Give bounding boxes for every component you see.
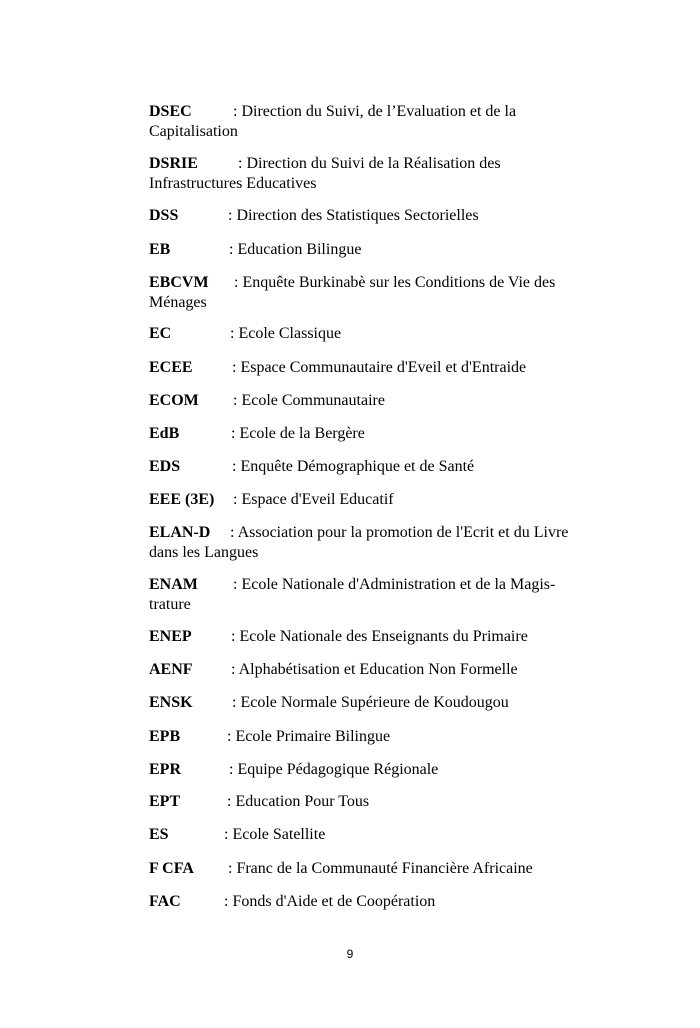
- glossary-entry-ensk: [149, 693, 589, 713]
- definition: : Espace d'Eveil Educatif: [233, 491, 394, 508]
- definition: : Fonds d'Aide et de Coopération: [224, 893, 436, 910]
- definition: : Enquête Burkinabè sur les Conditions de Vie des: [234, 274, 556, 291]
- abbreviation: DSEC: [149, 103, 192, 120]
- glossary-entry-ecee: [149, 358, 589, 378]
- glossary-entry-dsec: [149, 102, 589, 142]
- glossary-entry-ept: [149, 792, 589, 812]
- abbreviation: ENSK: [149, 694, 193, 711]
- abbreviation: DSRIE: [149, 155, 198, 172]
- glossary-entry-dsrie: [149, 154, 589, 194]
- definition-continuation: Capitalisation: [149, 123, 238, 140]
- definition-continuation: trature: [149, 596, 191, 613]
- definition: : Ecole Classique: [230, 325, 342, 342]
- glossary-entry-eb: [149, 240, 589, 260]
- definition-continuation: dans les Langues: [149, 544, 259, 561]
- definition: : Direction du Suivi, de l’Evaluation et de la: [233, 103, 517, 120]
- definition: : Franc de la Communauté Financière Africaine: [228, 860, 533, 877]
- definition-continuation: Ménages: [149, 294, 207, 311]
- definition: : Ecole Communautaire: [233, 392, 385, 409]
- glossary-entry-f-cfa: [149, 859, 589, 879]
- page-number: 9: [346, 947, 354, 961]
- definition: : Ecole Nationale d'Administration et de la Magis-: [233, 576, 556, 593]
- abbreviation: EPT: [149, 793, 181, 810]
- definition: : Association pour la promotion de l'Ecrit et du Livre: [230, 524, 569, 541]
- glossary-entry-ebcvm: [149, 273, 589, 313]
- definition: : Alphabétisation et Education Non Formelle: [231, 661, 518, 678]
- definition: : Espace Communautaire d'Eveil et d'Entraide: [232, 359, 527, 376]
- glossary-entry-enep: [149, 627, 589, 647]
- glossary-entry-epb: [149, 727, 589, 747]
- abbreviation: FAC: [149, 893, 181, 910]
- abbreviation: DSS: [149, 207, 179, 224]
- glossary-entry-elan-d: [149, 523, 589, 563]
- abbreviation: EPR: [149, 761, 181, 778]
- definition: : Equipe Pédagogique Régionale: [229, 761, 439, 778]
- glossary-entry-enam: [149, 575, 589, 615]
- definition: : Ecole Primaire Bilingue: [227, 728, 391, 745]
- definition: : Education Pour Tous: [227, 793, 370, 810]
- definition: : Enquête Démographique et de Santé: [232, 458, 475, 475]
- definition: : Ecole Normale Supérieure de Koudougou: [232, 694, 509, 711]
- abbreviation: EDS: [149, 458, 181, 475]
- glossary-entry-aenf: [149, 660, 589, 680]
- glossary-entry-ec: [149, 324, 589, 344]
- abbreviation: ELAN-D: [149, 524, 211, 541]
- abbreviation: ENAM: [149, 576, 198, 593]
- glossary-entry-es: [149, 825, 589, 845]
- definition: : Direction des Statistiques Sectorielles: [228, 207, 479, 224]
- definition-continuation: Infrastructures Educatives: [149, 175, 317, 192]
- abbreviation: EdB: [149, 425, 180, 442]
- abbreviation: EB: [149, 241, 171, 258]
- glossary-entry-edb: [149, 424, 589, 444]
- glossary-entry-fac: [149, 892, 589, 912]
- abbreviation: ECOM: [149, 392, 199, 409]
- glossary-entry-eee-3e: [149, 490, 589, 510]
- glossary-entry-dss: [149, 206, 589, 226]
- glossary-entry-epr: [149, 760, 589, 780]
- abbreviation: ECEE: [149, 359, 193, 376]
- abbreviation: EC: [149, 325, 172, 342]
- definition: : Direction du Suivi de la Réalisation des: [238, 155, 501, 172]
- abbreviation: ES: [149, 826, 169, 843]
- definition: : Education Bilingue: [229, 241, 362, 258]
- abbreviation: AENF: [149, 661, 193, 678]
- glossary-entry-ecom: [149, 391, 589, 411]
- definition: : Ecole de la Bergère: [231, 425, 365, 442]
- abbreviation: ENEP: [149, 628, 192, 645]
- abbreviation: EPB: [149, 728, 181, 745]
- glossary-entry-eds: [149, 457, 589, 477]
- abbreviation: EEE (3E): [149, 491, 215, 508]
- definition: : Ecole Satellite: [224, 826, 326, 843]
- definition: : Ecole Nationale des Enseignants du Primaire: [231, 628, 528, 645]
- abbreviation: F CFA: [149, 860, 194, 877]
- abbreviation: EBCVM: [149, 274, 209, 291]
